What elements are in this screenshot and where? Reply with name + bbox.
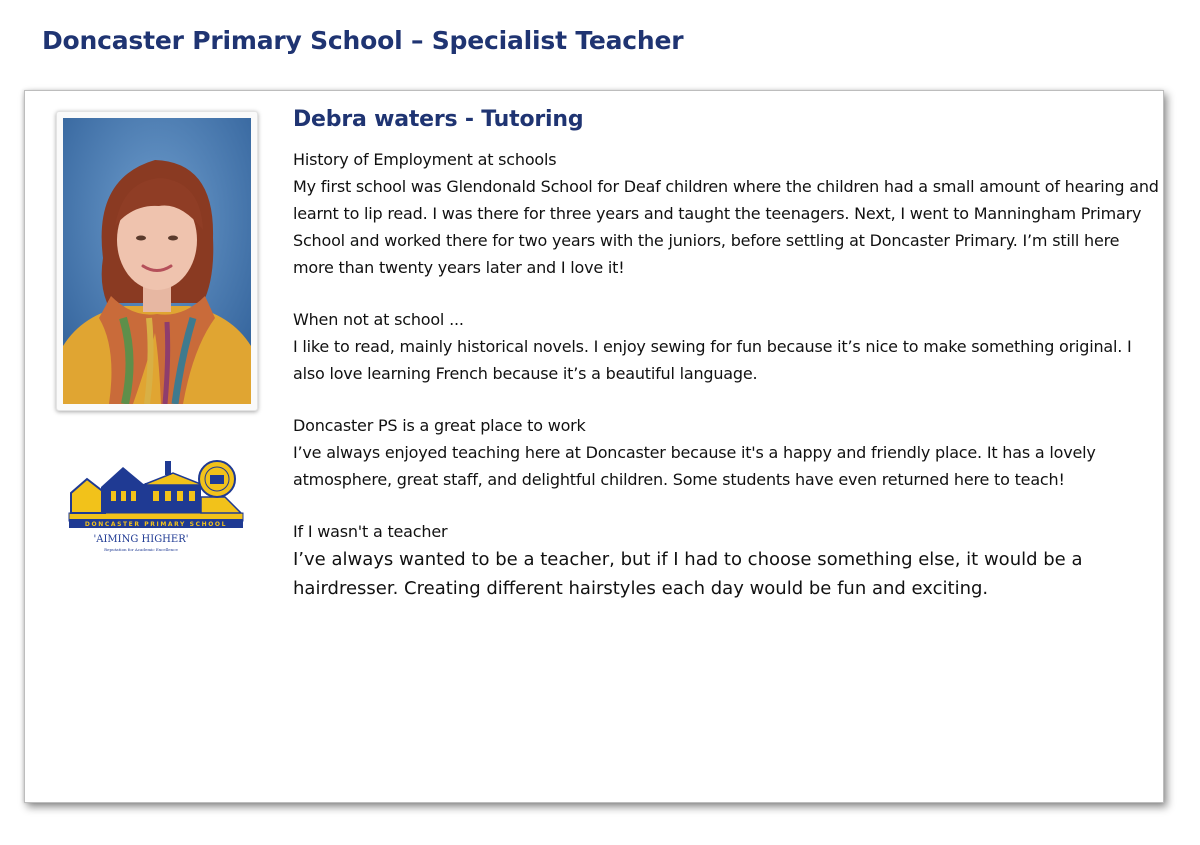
section-hobbies	[293, 306, 1163, 387]
section-alternative-career	[293, 518, 1163, 603]
page-title: Doncaster Primary School – Specialist Teacher	[42, 26, 684, 55]
section-heading: Doncaster PS is a great place to work	[293, 416, 586, 435]
teacher-name: Debra waters - Tutoring	[293, 107, 584, 132]
logo-motto: 'AIMING HIGHER'	[93, 534, 189, 545]
section-body: My first school was Glendonald School for Deaf children where the children had a small amount of hearing and learnt to lip read. I was there for three years and taught the teenagers. Next, I went to Manningham Primary School and worked there for two years with the juniors, before settling at Doncaster Primary. I’m still here more than twenty years later and I love it!	[293, 177, 1159, 277]
logo-tagline: Reputation for Academic Excellence	[104, 547, 178, 552]
portrait-icon	[63, 118, 251, 404]
profile-content	[293, 107, 1163, 628]
section-heading: If I wasn't a teacher	[293, 522, 448, 541]
section-body: I’ve always wanted to be a teacher, but if I had to choose something else, it would be a hairdresser. Creating different hairstyles each day would be fun and exciting.	[293, 549, 1083, 599]
profile-card	[24, 90, 1164, 803]
section-body: I like to read, mainly historical novels. I enjoy sewing for fun because it’s nice to make something original. I also love learning French because it’s a beautiful language.	[293, 337, 1132, 383]
section-body: I’ve always enjoyed teaching here at Doncaster because it's a happy and friendly place. It has a lovely atmosphere, great staff, and delightful children. Some students have even returned here to teach!	[293, 443, 1096, 489]
school-logo	[65, 457, 245, 567]
section-heading: When not at school ...	[293, 310, 464, 329]
teacher-photo	[56, 111, 258, 411]
logo-banner-text: DONCASTER PRIMARY SCHOOL	[84, 521, 228, 528]
section-heading: History of Employment at schools	[293, 150, 557, 169]
section-employment-history	[293, 146, 1163, 281]
section-workplace	[293, 412, 1163, 493]
